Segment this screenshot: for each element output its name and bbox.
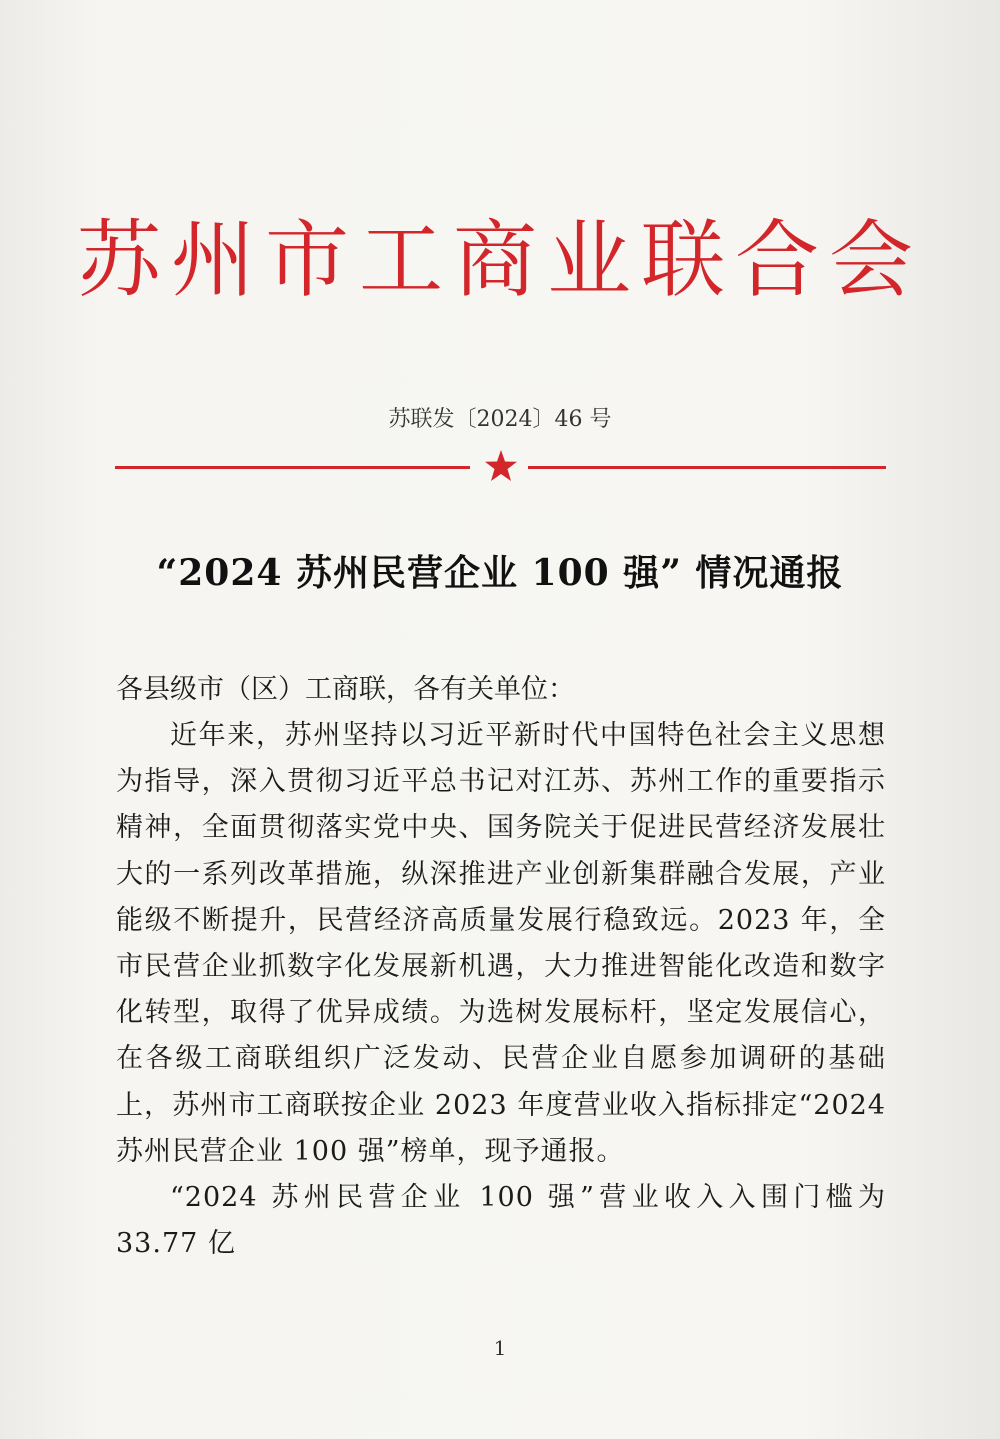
- page-number: 1: [493, 1336, 507, 1360]
- body-text: [116, 713, 886, 1267]
- red-divider-left: [115, 466, 470, 469]
- document-title: “2024 苏州民营企业 100 强” 情况通报: [156, 552, 844, 594]
- red-divider-right: [528, 466, 886, 469]
- salutation: 各县级市（区）工商联，各有关单位：: [116, 674, 575, 705]
- document-number: 苏联发〔2024〕46 号: [388, 407, 612, 432]
- body-paragraph: 近年来，苏州坚持以习近平新时代中国特色社会主义思想为指导，深入贯彻习近平总书记对江苏、苏州工作的重要指示精神，全面贯彻落实党中央、国务院关于促进民营经济发展壮大的一系列改革措施，纵深推进产业创新集群融合发展，产业能级不断提升，民营经济高质量发展行稳致远。2023 年，全市民营企业抓数字化发展新机遇，大力推进智能化改造和数字化转型，取得了优异成绩。为选树发展标杆，坚定发展信心，在各级工商联组织广泛发动、民营企业自愿参加调研的基础上，苏州市工商联按企业 2023 年度营业收入指标排定“2024 苏州民营企业 100 强”榜单，现予通报。: [116, 720, 886, 1167]
- body-paragraph: “2024 苏州民营企业 100 强”营业收入入围门槛为 33.77 亿: [116, 1182, 886, 1260]
- red-star-icon: [484, 449, 518, 483]
- issuing-organization-title: 苏州市工商业联合会: [76, 211, 923, 309]
